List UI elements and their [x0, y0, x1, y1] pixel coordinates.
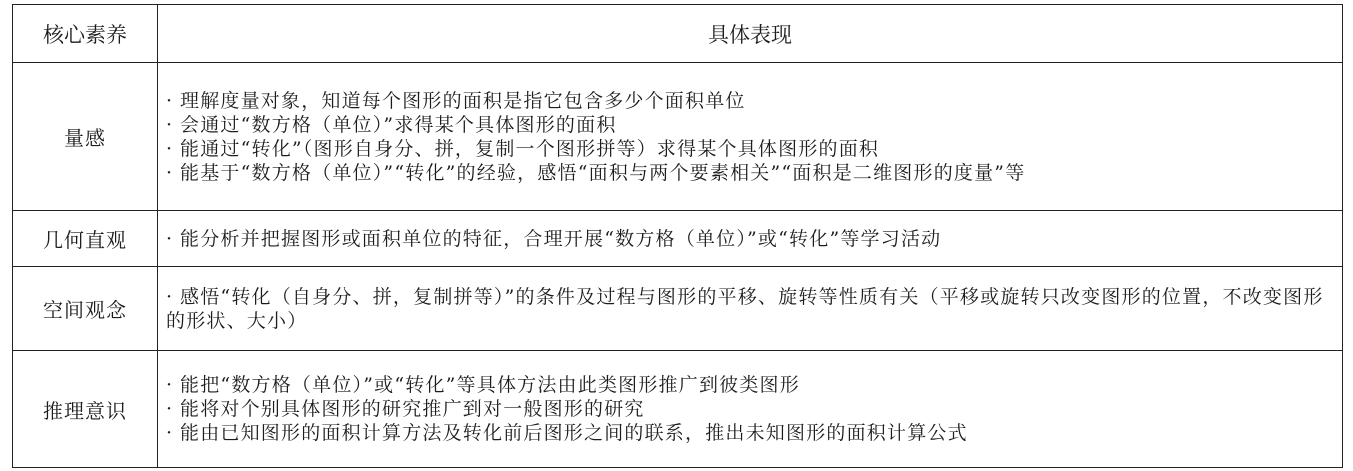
table-header-row [13, 5, 1343, 63]
list-item [166, 89, 1332, 113]
list-item [166, 397, 1332, 421]
list-item [166, 285, 1332, 333]
list-item [166, 421, 1332, 445]
row-label-spatial-concept: 空间观念 [13, 267, 158, 351]
competency-table-container [12, 4, 1342, 466]
list-item-text: 能把“数方格（单位）”或“转化”等具体方法由此类图形推广到彼类图形 [180, 374, 800, 396]
bullet-marker: · [166, 161, 174, 184]
list-item [166, 161, 1332, 185]
header-core-literacy: 核心素养 [13, 5, 158, 63]
list-item-text: 会通过“数方格（单位）”求得某个具体图形的面积 [180, 113, 617, 136]
list-item-text: 能将对个别具体图形的研究推广到对一般图形的研究 [180, 398, 645, 420]
competency-table [12, 4, 1343, 468]
list-item-text: 感悟“转化（自身分、拼，复制拼等）”的条件及过程与图形的平移、旋转等性质有关（平移或旋转只改变图形的位置，不改变图形的形状、大小） [166, 285, 1324, 332]
bullet-marker: · [166, 227, 174, 250]
row-content-reasoning-awareness [158, 351, 1343, 468]
list-item [166, 227, 1332, 251]
row-label-quantity-sense: 量感 [13, 63, 158, 211]
row-label-reasoning-awareness: 推理意识 [13, 351, 158, 468]
bullet-marker: · [166, 285, 174, 308]
table-row [13, 211, 1343, 267]
bullet-marker: · [166, 374, 174, 396]
bullet-marker: · [166, 422, 174, 444]
list-item [166, 373, 1332, 397]
table-row [13, 63, 1343, 211]
list-item-text: 能基于“数方格（单位）”“转化”的经验，感悟“面积与两个要素相关”“面积是二维图形的度量”等 [180, 161, 1026, 184]
list-item-text: 理解度量对象，知道每个图形的面积是指它包含多少个面积单位 [180, 89, 746, 112]
header-specific-performance: 具体表现 [158, 5, 1343, 63]
bullet-marker: · [166, 398, 174, 420]
list-item [166, 113, 1332, 137]
table-row [13, 267, 1343, 351]
bullet-marker: · [166, 113, 174, 136]
bullet-marker: · [166, 137, 174, 160]
row-content-geometric-intuition [158, 211, 1343, 267]
list-item-text: 能分析并把握图形或面积单位的特征，合理开展“数方格（单位）”或“转化”等学习活动 [180, 227, 942, 250]
list-item [166, 137, 1332, 161]
bullet-marker: · [166, 89, 174, 112]
list-item-text: 能通过“转化”（图形自身分、拼，复制一个图形拼等）求得某个具体图形的面积 [180, 137, 880, 160]
row-label-geometric-intuition: 几何直观 [13, 211, 158, 267]
row-content-spatial-concept [158, 267, 1343, 351]
list-item-text: 能由已知图形的面积计算方法及转化前后图形之间的联系，推出未知图形的面积计算公式 [180, 422, 968, 444]
row-content-quantity-sense [158, 63, 1343, 211]
table-row [13, 351, 1343, 468]
